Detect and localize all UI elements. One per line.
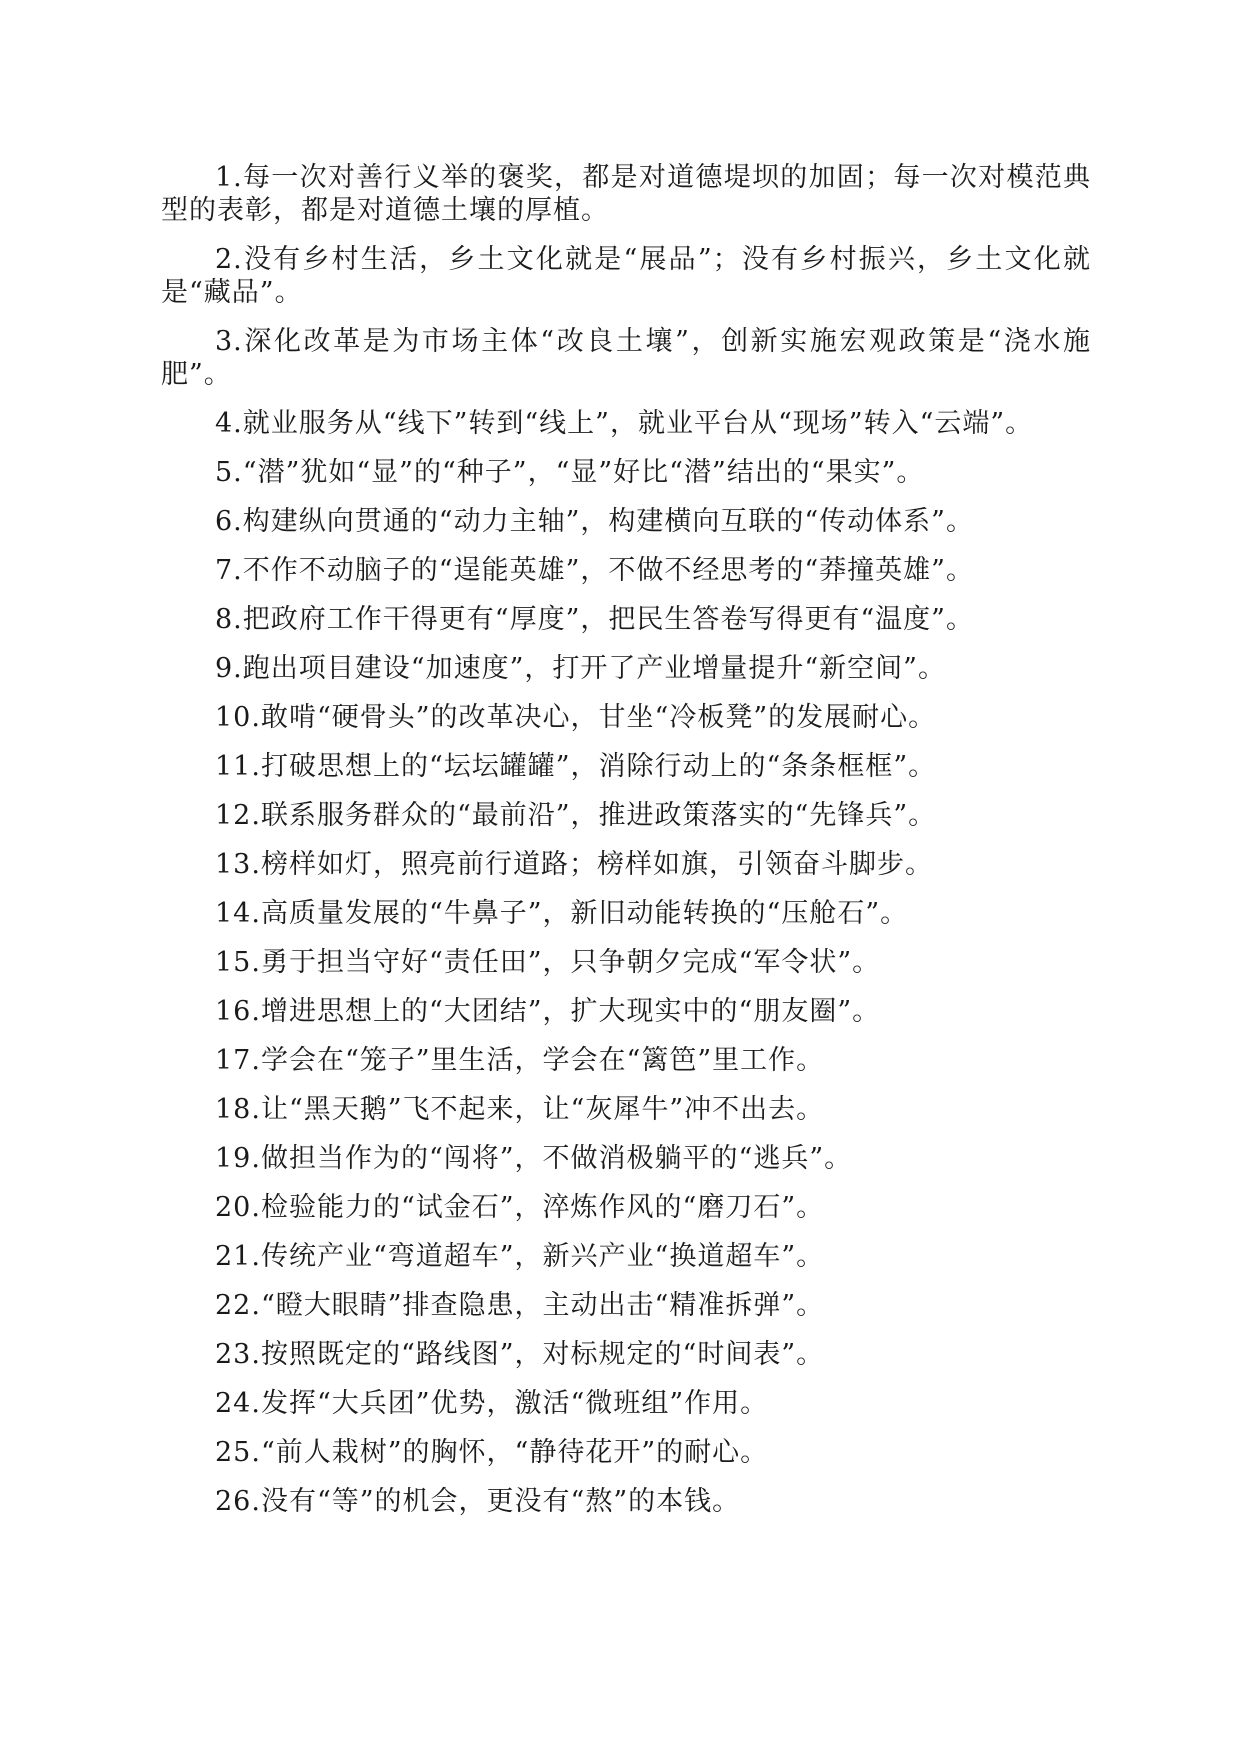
- list-item: 26.没有“等”的机会，更没有“熬”的本钱。: [215, 1486, 741, 1517]
- list-item: 16.增进思想上的“大团结”，扩大现实中的“朋友圈”。: [215, 996, 881, 1027]
- list-item: 15.勇于担当守好“责任田”，只争朝夕完成“军令状”。: [215, 947, 881, 978]
- list-item: 5.“潜”犹如“显”的“种子”，“显”好比“潜”结出的“果实”。: [215, 457, 925, 488]
- list-item: 4.就业服务从“线下”转到“线上”，就业平台从“现场”转入“云端”。: [215, 408, 1034, 439]
- list-item: 7.不作不动脑子的“逞能英雄”，不做不经思考的“莽撞英雄”。: [215, 555, 974, 586]
- list-item: 19.做担当作为的“闯将”，不做消极躺平的“逃兵”。: [215, 1143, 853, 1174]
- list-item: 11.打破思想上的“坛坛罐罐”，消除行动上的“条条框框”。: [215, 751, 937, 782]
- list-item: 6.构建纵向贯通的“动力主轴”，构建横向互联的“传动体系”。: [215, 506, 974, 537]
- list-item: 22.“瞪大眼睛”排查隐患，主动出击“精准拆弹”。: [215, 1290, 825, 1321]
- list-item: 10.敢啃“硬骨头”的改革决心，甘坐“冷板凳”的发展耐心。: [215, 702, 937, 733]
- list-item: 8.把政府工作干得更有“厚度”，把民生答卷写得更有“温度”。: [215, 604, 974, 635]
- list-item: 2.没有乡村生活，乡土文化就是“展品”；没有乡村振兴，乡土文化就是“藏品”。: [161, 244, 1091, 308]
- list-item: 3.深化改革是为市场主体“改良土壤”，创新实施宏观政策是“浇水施肥”。: [161, 326, 1091, 390]
- list-item: 17.学会在“笼子”里生活，学会在“篱笆”里工作。: [215, 1045, 825, 1076]
- list-item: 25.“前人栽树”的胸怀，“静待花开”的耐心。: [215, 1437, 769, 1468]
- list-item: 1.每一次对善行义举的褒奖，都是对道德堤坝的加固；每一次对模范典型的表彰，都是对道德土壤的厚植。: [161, 162, 1091, 226]
- list-item: 12.联系服务群众的“最前沿”，推进政策落实的“先锋兵”。: [215, 800, 937, 831]
- list-item: 21.传统产业“弯道超车”，新兴产业“换道超车”。: [215, 1241, 825, 1272]
- list-item: 9.跑出项目建设“加速度”，打开了产业增量提升“新空间”。: [215, 653, 946, 684]
- list-item: 14.高质量发展的“牛鼻子”，新旧动能转换的“压舱石”。: [215, 898, 909, 929]
- list-item: 18.让“黑天鹅”飞不起来，让“灰犀牛”冲不出去。: [215, 1094, 825, 1125]
- list-item: 20.检验能力的“试金石”，淬炼作风的“磨刀石”。: [215, 1192, 825, 1223]
- document-page: [161, 161, 1091, 1534]
- list-item: 24.发挥“大兵团”优势，激活“微班组”作用。: [215, 1388, 769, 1419]
- list-item: 13.榜样如灯，照亮前行道路；榜样如旗，引领奋斗脚步。: [215, 849, 933, 880]
- list-item: 23.按照既定的“路线图”，对标规定的“时间表”。: [215, 1339, 825, 1370]
